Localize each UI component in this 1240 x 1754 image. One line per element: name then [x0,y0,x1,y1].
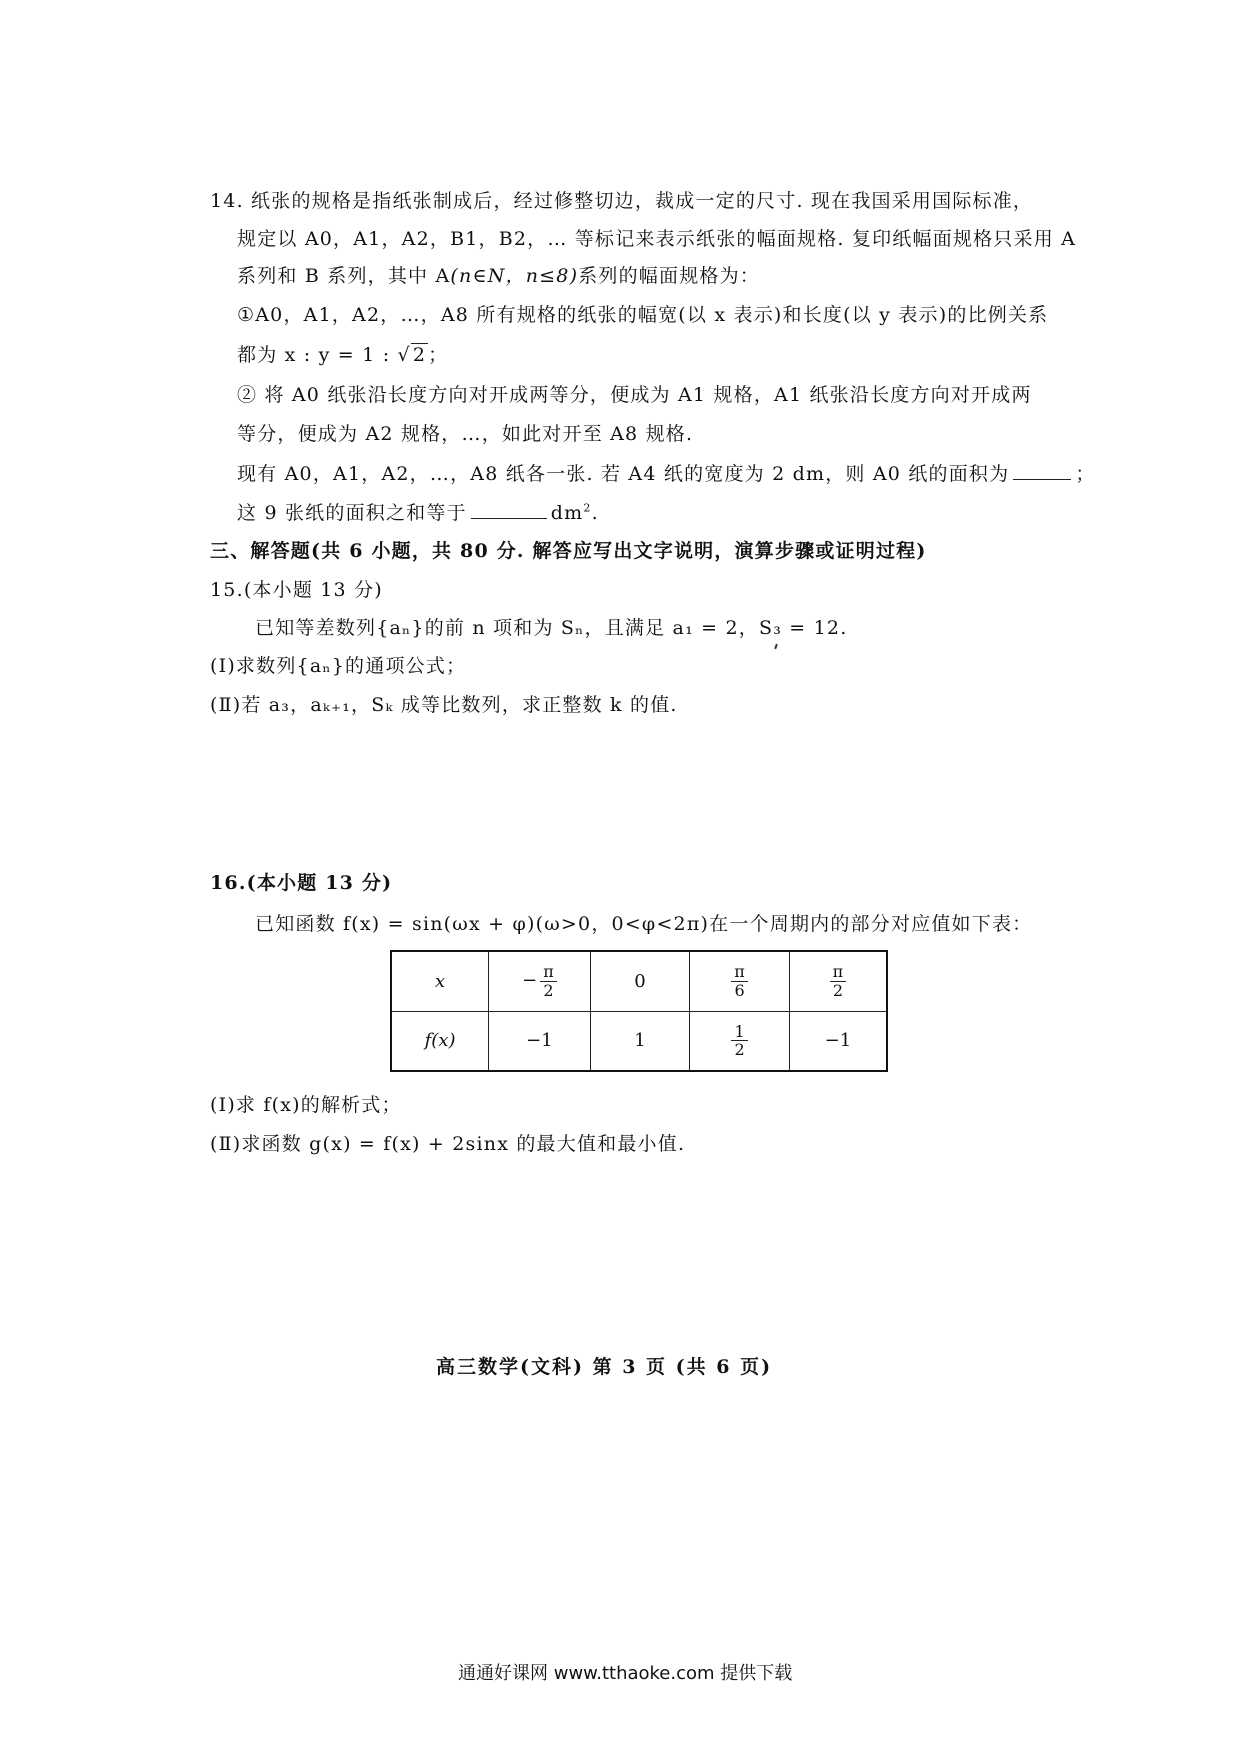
cell-x-3 [690,951,790,1011]
q14-line-8-post: ； [1075,463,1096,485]
answer-blank-a0-area[interactable] [1013,479,1071,480]
fraction [830,963,847,999]
q14-line-2: 规定以 A0，A1，A2，B1，B2，… 等标记来表示纸张的幅面规格. 复印纸幅面规格只采用 A [237,228,1077,250]
q15-stem: 已知等差数列{aₙ}的前 n 项和为 Sₙ，且满足 a₁ = 2，S₃ = 12. [255,617,848,639]
q14-line-8-text: 现有 A0，A1，A2，…，A8 纸各一张. 若 A4 纸的宽度为 2 dm，则 A0 纸的面积为 [237,463,1010,485]
cell-x-1 [489,951,591,1011]
q14-line-3-cond: (n∈N，n≤8) [450,265,579,287]
cell-fx-2: 1 [590,1011,690,1071]
unit-exponent: 2 [583,501,592,515]
sqrt-radicand: 2 [412,344,427,366]
scan-speck [774,644,778,649]
fraction-den: 2 [734,1040,745,1060]
q16-part-2: (Ⅱ)求函数 g(x) = f(x) + 2sinx 的最大值和最小值. [210,1133,686,1155]
q16-stem: 已知函数 f(x) = sin(ωx + φ)(ω>0，0<φ<2π)在一个周期内的部分对应值如下表： [255,913,1033,935]
q14-line-4: ①A0，A1，A2，…，A8 所有规格的纸张的幅宽(以 x 表示)和长度(以 y 表示)的比例关系 [237,304,1049,326]
q14-line-9 [237,498,599,525]
q14-line-5 [237,340,448,367]
q14-line-9-post: . [591,502,599,524]
q15-part-2: (Ⅱ)若 a₃，aₖ₊₁，Sₖ 成等比数列，求正整数 k 的值. [210,694,678,716]
cell-x-4 [789,951,887,1011]
row-header-fx: f(x) [391,1011,489,1071]
fraction [731,1023,747,1059]
fraction-num: π [731,963,748,982]
minus-sign: − [522,970,538,992]
row-header-x: x [391,951,489,1011]
q15-heading: 15.(本小题 13 分) [210,579,383,601]
table-row [391,951,887,1011]
q14-line-3 [237,261,760,288]
q16-heading: 16.(本小题 13 分) [210,872,393,894]
q14-line-1: 14. 纸张的规格是指纸张制成后，经过修整切边，裁成一定的尺寸. 现在我国采用国际标准， [210,190,1034,212]
q14-ratio-text: 都为 x : y = 1 : [237,344,398,366]
q15-part-1: (Ⅰ)求数列{aₙ}的通项公式； [210,655,467,677]
q14-line-3-post: 系列的幅面规格为： [578,265,761,287]
q16-part-1: (Ⅰ)求 f(x)的解析式； [210,1094,402,1116]
cell-x-2: 0 [590,951,690,1011]
fraction-num: π [540,963,557,982]
answer-blank-total-area[interactable] [471,518,547,519]
cell-fx-3 [690,1011,790,1071]
cell-fx-1: −1 [489,1011,591,1071]
page-footer: 高三数学(文科) 第 3 页 (共 6 页) [436,1356,773,1378]
q14-line-7: 等分，便成为 A2 规格，…，如此对开至 A8 规格. [237,423,694,445]
sqrt-symbol: √ 2 [397,344,427,366]
fraction-den: 6 [734,980,745,1000]
fraction-num: 1 [731,1023,747,1042]
section-3-heading: 三、解答题(共 6 小题，共 80 分. 解答应写出文字说明，演算步骤或证明过程) [210,540,927,562]
value-table [390,950,888,1072]
fraction [731,963,748,999]
q14-line-8 [237,459,1096,486]
fraction-den: 2 [543,980,554,1000]
q14-line-3-pre: 系列和 B 系列，其中 A [237,265,451,287]
q14-line-5-post: ； [428,344,449,366]
q14-line-9-text: 这 9 张纸的面积之和等于 [237,502,467,524]
cell-fx-4: −1 [789,1011,887,1071]
unit-dm: dm [550,502,584,524]
fraction-den: 2 [832,980,843,1000]
fraction [540,963,557,999]
fraction-num: π [830,963,847,982]
q14-line-6: ② 将 A0 纸张沿长度方向对开成两等分，便成为 A1 规格，A1 纸张沿长度方向对开成两 [237,384,1032,406]
download-credit: 通通好课网 www.tthaoke.com 提供下载 [458,1663,793,1684]
table-row [391,1011,887,1071]
